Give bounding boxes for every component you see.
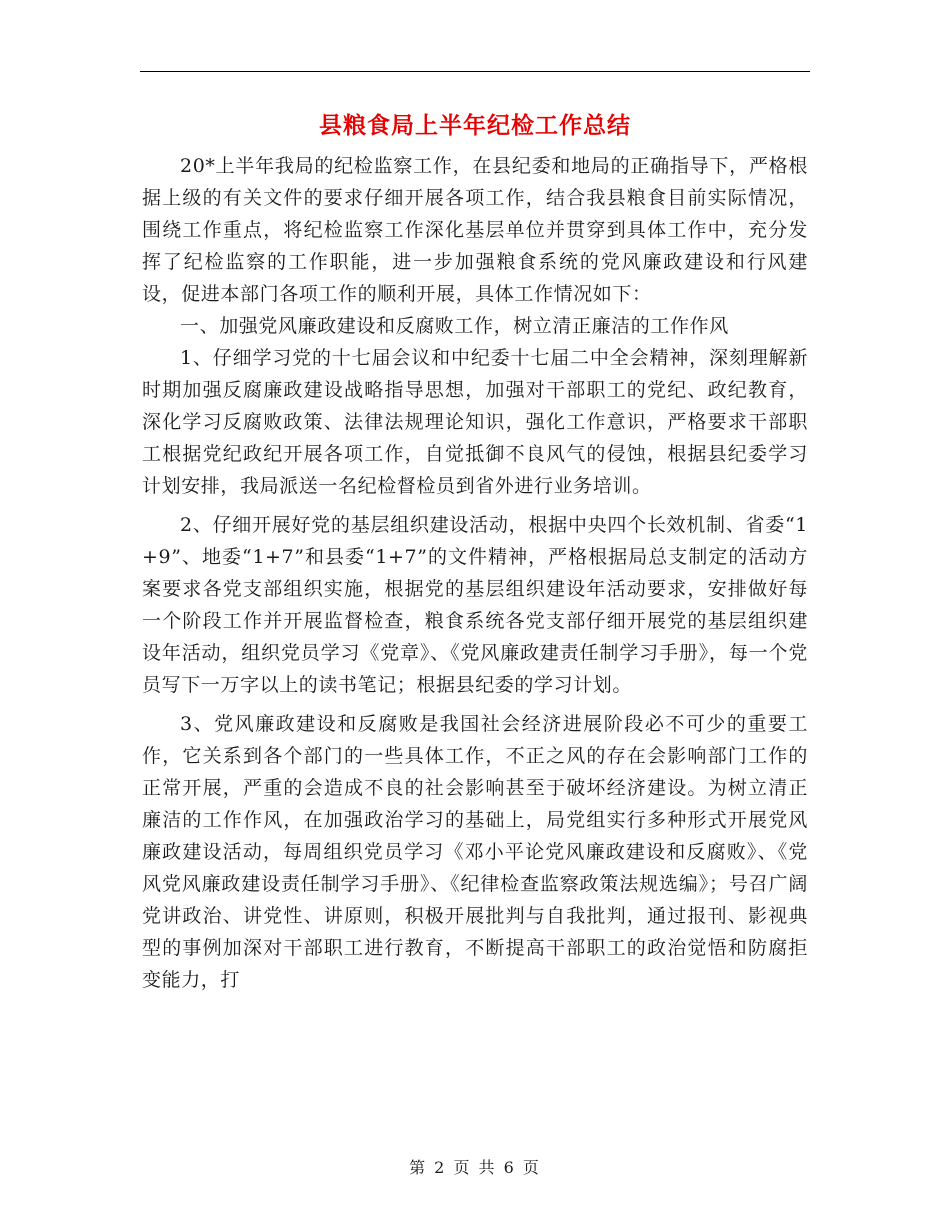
page-number: 第 2 页 共 6 页 [409, 1158, 541, 1177]
paragraph-intro: 20*上半年我局的纪检监察工作，在县纪委和地局的正确指导下，严格根据上级的有关文件的要求仔细开展各项工作，结合我县粮食目前实际情况，围绕工作重点，将纪检监察工作深化基层单位并贯穿到具体工作中，充分发挥了纪检监察的工作职能，进一步加强粮食系统的党风廉政建设和行风建设，促进本部门各项工作的顺利开展，具体工作情况如下： [142, 155, 808, 305]
paragraph-item-1: 1、仔细学习党的十七届会议和中纪委十七届二中全会精神，深刻理解新时期加强反腐廉政建设战略指导思想，加强对干部职工的党纪、政纪教育，深化学习反腐败政策、法律法规理论知识，强化工作意识，严格要求干部职工根据党纪政纪开展各项工作，自觉抵御不良风气的侵蚀，根据县纪委学习计划安排，我局派送一名纪检督检员到省外进行业务培训。 [142, 347, 808, 497]
header-rule [140, 71, 810, 72]
section-heading: 一、加强党风廉政建设和反腐败工作，树立清正廉洁的工作作风 [180, 315, 729, 337]
document-title: 县粮食局上半年纪检工作总结 [319, 113, 631, 139]
document-body [142, 150, 808, 996]
paragraph-item-2: 2、仔细开展好党的基层组织建设活动，根据中央四个长效机制、省委“1+9”、地委“1+7”和县委“1+7”的文件精神，严格根据局总支制定的活动方案要求各党支部组织实施，根据党的基层组织建设年活动要求，安排做好每一个阶段工作并开展监督检查，粮食系统各党支部仔细开展党的基层组织建设年活动，组织党员学习《党章》、《党风廉政建责任制学习手册》，每一个党员写下一万字以上的读书笔记；根据县纪委的学习计划。 [142, 514, 808, 696]
paragraph-item-3: 3、党风廉政建设和反腐败是我国社会经济进展阶段必不可少的重要工作，它关系到各个部门的一些具体工作，不正之风的存在会影响部门工作的正常开展，严重的会造成不良的社会影响甚至于破坏经济建设。为树立清正廉洁的工作作风，在加强政治学习的基础上，局党组实行多种形式开展党风廉政建设活动，每周组织党员学习《邓小平论党风廉政建设和反腐败》、《党风党风廉政建设责任制学习手册》、《纪律检查监察政策法规选编》；号召广阔党讲政治、讲党性、讲原则，积极开展批判与自我批判，通过报刊、影视典型的事例加深对干部职工进行教育，不断提高干部职工的政治觉悟和防腐拒变能力，打 [142, 713, 808, 991]
